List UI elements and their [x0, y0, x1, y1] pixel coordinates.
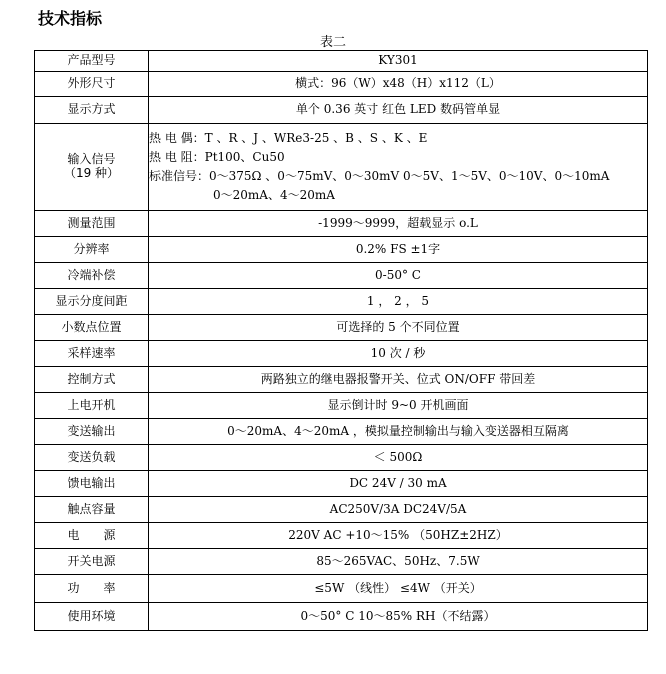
row-label: 馈电输出: [35, 471, 149, 497]
table-row: [35, 289, 648, 315]
row-label: 显示分度间距: [35, 289, 149, 315]
row-value: ＜ 500Ω: [149, 445, 648, 471]
table-row: [35, 471, 648, 497]
row-label: 外形尺寸: [35, 72, 149, 97]
table-row: [35, 124, 648, 211]
row-label: 使用环境: [35, 603, 149, 631]
row-label: 电 源: [35, 523, 149, 549]
table-row: [35, 575, 648, 603]
row-label-main: 输入信号: [67, 152, 116, 167]
table-row: [35, 72, 648, 97]
row-label: 分辨率: [35, 237, 149, 263]
row-value: 两路独立的继电器报警开关、位式 ON/OFF 带回差: [149, 367, 648, 393]
row-value: 220V AC +10～15% （50HZ±2HZ）: [149, 523, 648, 549]
table-row: [35, 341, 648, 367]
row-label: 小数点位置: [35, 315, 149, 341]
row-label: 上电开机: [35, 393, 149, 419]
value-line: 标准信号：0～375Ω 、0～75mV、0～30mV 0～5V、1～5V、0～10V、0～10mA: [149, 169, 610, 183]
table-row: [35, 315, 648, 341]
row-label: [35, 124, 149, 211]
table-row: [35, 497, 648, 523]
spec-table: [34, 50, 648, 631]
table-row: [35, 51, 648, 72]
row-label: 冷端补偿: [35, 263, 149, 289]
table-row: [35, 263, 648, 289]
table-row: [35, 393, 648, 419]
row-label-sub: （19 种）: [63, 166, 120, 180]
row-value: KY301: [149, 51, 648, 72]
table-row: [35, 237, 648, 263]
row-value: AC250V/3A DC24V/5A: [149, 497, 648, 523]
row-label: 触点容量: [35, 497, 149, 523]
row-label: 测量范围: [35, 211, 149, 237]
row-value: 0～50° C 10～85% RH（不结露）: [149, 603, 648, 631]
table-row: [35, 211, 648, 237]
value-line: 0～20mA、4～20mA: [213, 188, 335, 202]
row-value: DC 24V / 30 mA: [149, 471, 648, 497]
table-row: [35, 97, 648, 124]
row-value: 0-50° C: [149, 263, 648, 289]
row-label: 开关电源: [35, 549, 149, 575]
table-row: [35, 603, 648, 631]
table-caption: 表二: [319, 35, 346, 50]
row-value: ≤5W （线性） ≤4W （开关）: [149, 575, 648, 603]
table-row: [35, 419, 648, 445]
row-value: 单个 0.36 英寸 红色 LED 数码管单显: [149, 97, 648, 124]
row-label: 功 率: [35, 575, 149, 603]
table-row: [35, 367, 648, 393]
row-value: 可选择的 5 个不同位置: [149, 315, 648, 341]
value-line: 热 电 偶：T 、R 、J 、WRe3-25 、B 、S 、K 、E: [149, 131, 428, 145]
row-value: 显示倒计时 9~0 开机画面: [149, 393, 648, 419]
row-label: 控制方式: [35, 367, 149, 393]
row-label: 产品型号: [35, 51, 149, 72]
row-value: 10 次 / 秒: [149, 341, 648, 367]
table-row: [35, 549, 648, 575]
table-row: [35, 445, 648, 471]
row-value: -1999～9999，超载显示 o.L: [149, 211, 648, 237]
row-value: 85～265VAC、50Hz、7.5W: [149, 549, 648, 575]
row-label: 显示方式: [35, 97, 149, 124]
row-value: 横式：96（W）x48（H）x112（L）: [149, 72, 648, 97]
row-label: 采样速率: [35, 341, 149, 367]
row-value: 0～20mA、4～20mA ，模拟量控制输出与输入变送器相互隔离: [149, 419, 648, 445]
value-line: 热 电 阻：Pt100、Cu50: [149, 150, 285, 164]
row-value: [149, 124, 648, 211]
row-value: 1 ， 2 ， 5: [149, 289, 648, 315]
row-label: 变送输出: [35, 419, 149, 445]
table-row: [35, 523, 648, 549]
row-label: 变送负载: [35, 445, 149, 471]
row-value: 0.2% FS ±1字: [149, 237, 648, 263]
section-heading: 技术指标: [38, 9, 103, 28]
